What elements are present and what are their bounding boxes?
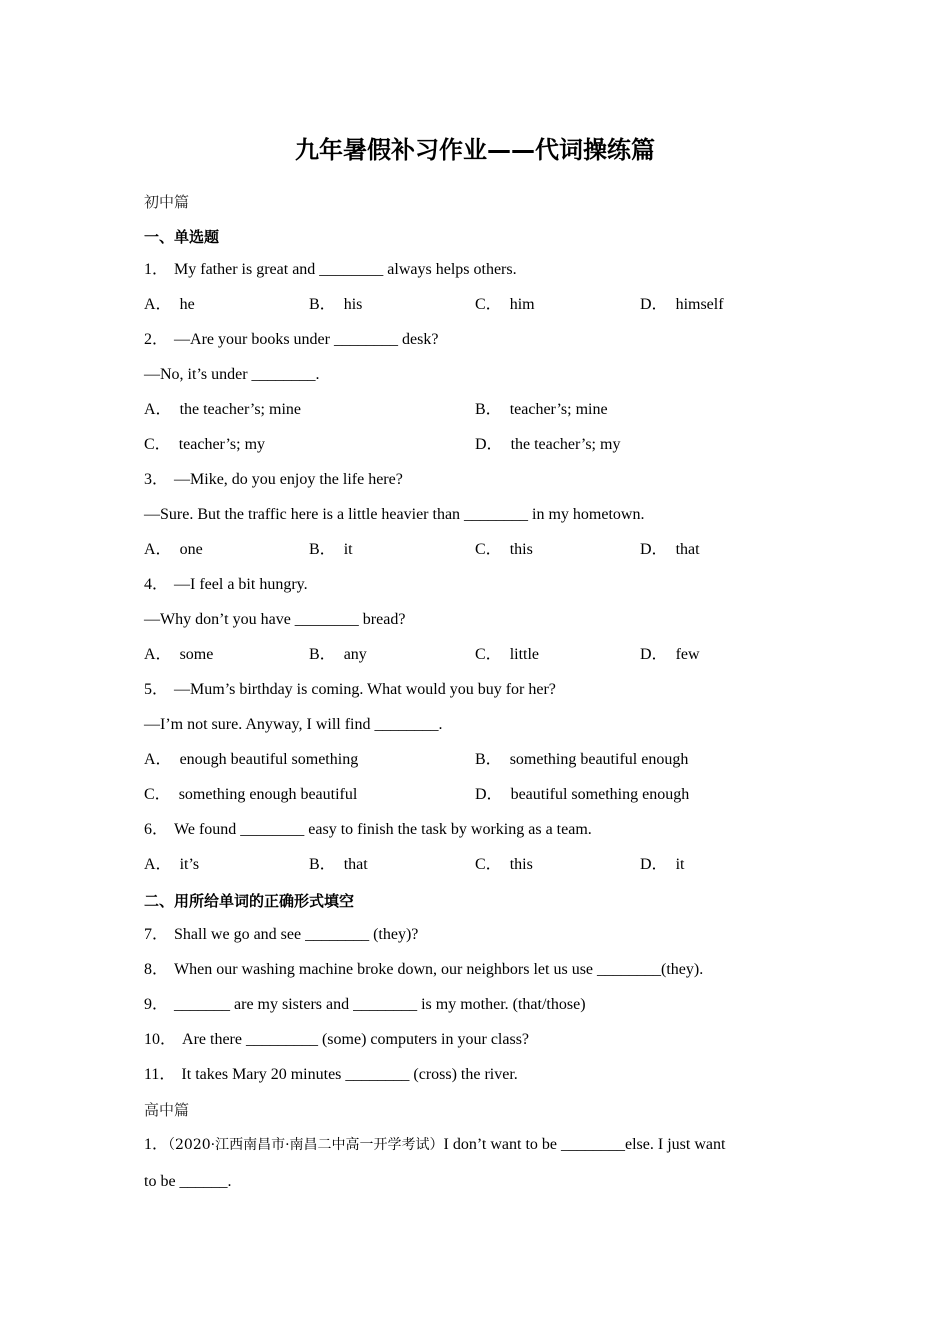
document-title: 九年暑假补习作业——代词操练篇 [295,136,655,164]
question-number: 1． [144,1136,169,1153]
option-letter: D． [640,856,668,873]
option-text: few [675,646,700,663]
option-letter: C． [475,296,502,313]
option-c [144,434,265,456]
question-1 [144,259,517,281]
option-text: him [509,296,535,313]
option-letter: D． [640,296,668,313]
section1-heading: 一、单选题 [144,228,220,246]
option-a [144,294,195,316]
option-letter: A． [144,296,172,313]
option-letter: A． [144,541,172,558]
question-number: 1． [144,261,169,278]
question-number: 7． [144,926,169,943]
option-letter: B． [309,541,336,558]
option-letter: C． [475,541,502,558]
question-text: Shall we go and see ________ (they)? [174,926,419,943]
option-text: one [179,541,203,558]
junior-section-label: 初中篇 [144,193,190,211]
section2-heading: 二、用所给单词的正确形式填空 [144,892,355,910]
question-text: When our washing machine broke down, our neighbors let us use ________(they). [174,961,704,978]
question-number: 9． [144,996,169,1013]
option-text: little [509,646,540,663]
question-text: My father is great and ________ always helps others. [174,261,517,278]
option-text: he [179,296,195,313]
question-number: 10． [144,1031,177,1048]
option-c [144,784,357,806]
option-text: this [509,541,533,558]
option-text: beautiful something enough [510,786,690,803]
question-4-options [144,644,809,666]
option-text: that [675,541,700,558]
question-4 [144,574,308,596]
senior-question-1-continued: to be ______. [144,1173,232,1190]
question-source: （2020·江西南昌市·南昌二中高一开学考试） [168,1137,444,1153]
question-5 [144,679,556,701]
question-number: 11． [144,1066,176,1083]
question-number: 6． [144,821,169,838]
option-a [144,399,301,421]
question-2-reply: —No, it’s under ________. [144,366,320,383]
senior-section-label: 高中篇 [144,1101,190,1119]
fill-item-10 [144,1029,529,1051]
option-text: it’s [179,856,200,873]
option-a [144,644,213,666]
option-a [144,749,358,771]
option-letter: A． [144,646,172,663]
option-a [144,854,199,876]
option-b [309,644,367,666]
option-c [475,539,533,561]
question-6 [144,819,592,841]
question-number: 4． [144,576,169,593]
question-3-reply: —Sure. But the traffic here is a little heavier than ________ in my hometown. [144,506,645,523]
option-text: it [675,856,685,873]
option-letter: D． [640,646,668,663]
senior-question-1 [144,1134,725,1156]
option-letter: D． [475,436,503,453]
option-letter: A． [144,751,172,768]
option-c [475,854,533,876]
question-text: —Mum’s birthday is coming. What would you buy for her? [174,681,556,698]
question-5-options-row1 [144,749,809,771]
option-letter: A． [144,401,172,418]
option-text: that [343,856,368,873]
question-2 [144,329,438,351]
option-text: something beautiful enough [509,751,689,768]
fill-item-7 [144,924,418,946]
question-number: 8． [144,961,169,978]
question-5-options-row2 [144,784,809,806]
option-text: some [179,646,214,663]
question-2-options-row1 [144,399,809,421]
option-letter: A． [144,856,172,873]
option-d [475,784,689,806]
option-text: it [343,541,353,558]
fill-item-11 [144,1064,518,1086]
option-b [475,749,688,771]
option-text: this [509,856,533,873]
option-letter: D． [475,786,503,803]
option-text: any [343,646,367,663]
option-d [640,854,684,876]
option-b [309,854,368,876]
option-b [309,294,362,316]
option-letter: C． [144,786,171,803]
option-letter: B． [309,856,336,873]
question-text: We found ________ easy to finish the task by working as a team. [174,821,592,838]
question-text: _______ are my sisters and ________ is my mother. (that/those) [174,996,586,1013]
fill-item-9 [144,994,586,1016]
question-text: —I feel a bit hungry. [174,576,308,593]
option-text: himself [675,296,724,313]
option-d [640,644,700,666]
option-d [475,434,620,456]
option-c [475,294,535,316]
question-text: —Mike, do you enjoy the life here? [174,471,403,488]
option-d [640,539,700,561]
option-letter: B． [309,296,336,313]
question-5-reply: —I’m not sure. Anyway, I will find ________. [144,716,443,733]
question-text: Are there _________ (some) computers in your class? [182,1031,530,1048]
option-text: something enough beautiful [178,786,358,803]
option-letter: D． [640,541,668,558]
option-text: his [343,296,363,313]
option-letter: C． [475,856,502,873]
option-letter: B． [309,646,336,663]
option-a [144,539,203,561]
question-3 [144,469,403,491]
option-letter: B． [475,751,502,768]
question-number: 3． [144,471,169,488]
question-4-reply: —Why don’t you have ________ bread? [144,611,406,628]
option-c [475,644,539,666]
question-number: 5． [144,681,169,698]
question-6-options [144,854,809,876]
question-text: —Are your books under ________ desk? [174,331,439,348]
question-number: 2． [144,331,169,348]
option-b [475,399,608,421]
option-d [640,294,724,316]
option-letter: B． [475,401,502,418]
option-text: teacher’s; my [178,436,266,453]
option-letter: C． [144,436,171,453]
option-letter: C． [475,646,502,663]
option-text: enough beautiful something [179,751,359,768]
question-2-options-row2 [144,434,809,456]
option-b [309,539,353,561]
option-text: teacher’s; mine [509,401,608,418]
fill-item-8 [144,959,703,981]
question-text: I don’t want to be ________else. I just want [443,1136,726,1153]
option-text: the teacher’s; mine [179,401,301,418]
question-3-options [144,539,809,561]
question-text: It takes Mary 20 minutes ________ (cross) the river. [181,1066,518,1083]
question-1-options [144,294,809,316]
option-text: the teacher’s; my [510,436,621,453]
